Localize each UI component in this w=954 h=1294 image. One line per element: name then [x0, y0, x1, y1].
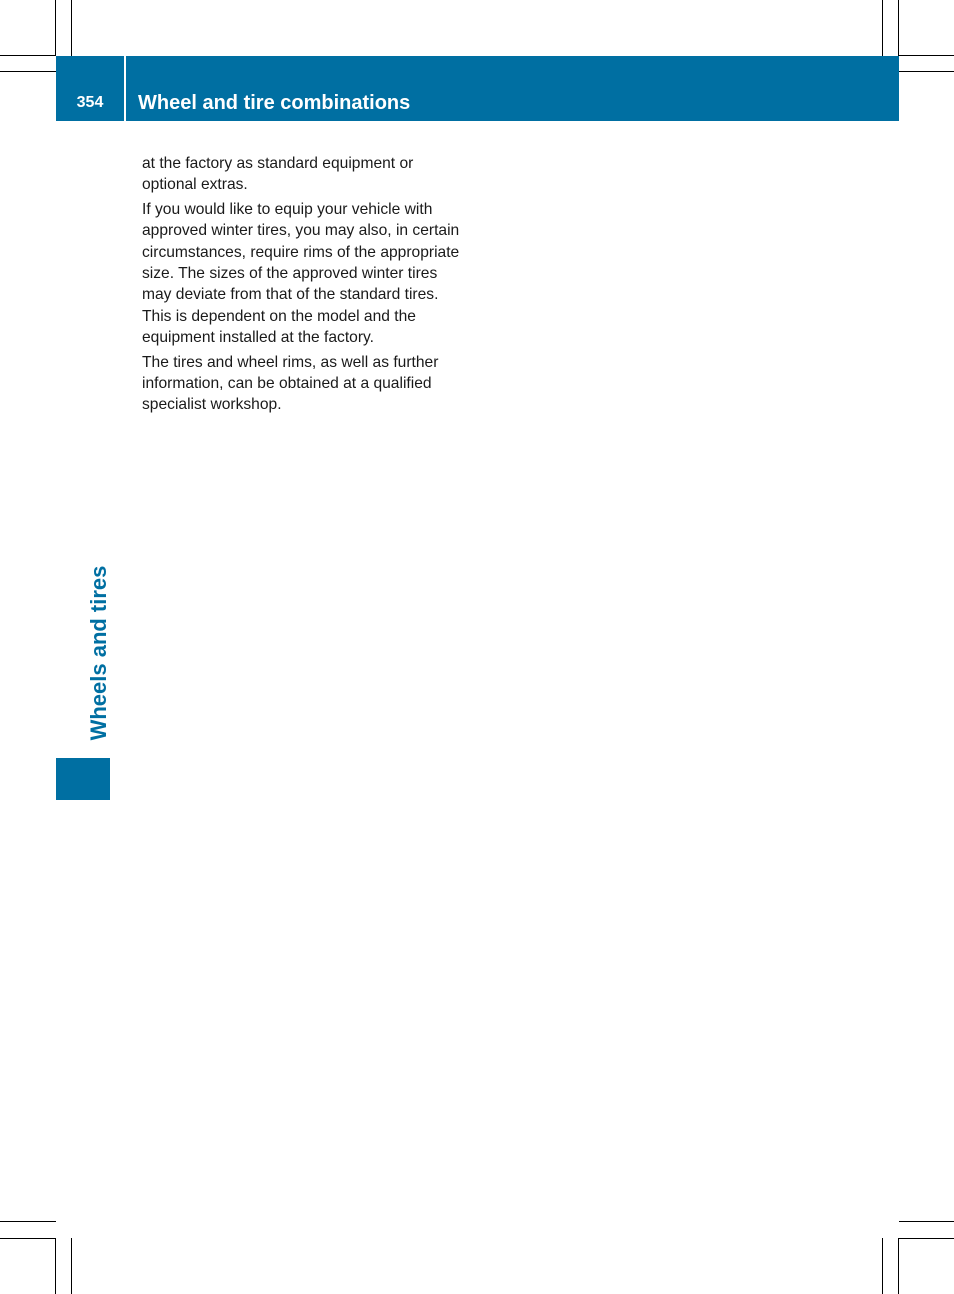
crop-mark-top-right-vertical-inner — [882, 0, 883, 56]
crop-mark-bottom-left-horizontal-outer — [0, 1221, 56, 1222]
crop-mark-top-left-horizontal-outer — [0, 55, 56, 56]
crop-mark-bottom-right-horizontal-inner — [899, 1238, 954, 1239]
crop-mark-bottom-right-horizontal-outer — [899, 1221, 954, 1222]
crop-mark-top-right-vertical-outer — [898, 0, 899, 56]
crop-mark-top-left-vertical-outer — [55, 0, 56, 56]
crop-mark-bottom-left-vertical-inner — [71, 1238, 72, 1294]
chapter-label-container — [81, 560, 117, 746]
crop-mark-bottom-left-vertical-outer — [55, 1238, 56, 1294]
body-text-column — [142, 153, 464, 419]
page-number: 354 — [76, 94, 104, 111]
paragraph: The tires and wheel rims, as well as further information, can be obtained at a qualified specialist workshop. — [142, 353, 439, 414]
paragraph: at the factory as standard equipment or optional extras. — [142, 155, 414, 194]
crop-mark-top-right-horizontal-outer — [899, 55, 954, 56]
section-title: Wheel and tire combinations — [138, 92, 411, 114]
crop-mark-top-left-horizontal-inner — [0, 71, 56, 72]
crop-mark-top-right-horizontal-inner — [899, 71, 954, 72]
header-divider — [124, 56, 126, 121]
chapter-label: Wheels and tires — [86, 565, 111, 741]
chapter-tab-marker — [56, 758, 110, 800]
crop-mark-bottom-right-vertical-inner — [882, 1238, 883, 1294]
paragraph: If you would like to equip your vehicle with approved winter tires, you may also, in certain circumstances, require rims of the appropriate size. The sizes of the approved winter tires may deviate from that of the standard tires. This is dependent on the model and the equipment installed at the factory. — [142, 200, 460, 347]
crop-mark-top-left-vertical-inner — [71, 0, 72, 56]
crop-mark-bottom-left-horizontal-inner — [0, 1238, 56, 1239]
crop-mark-bottom-right-vertical-outer — [898, 1238, 899, 1294]
